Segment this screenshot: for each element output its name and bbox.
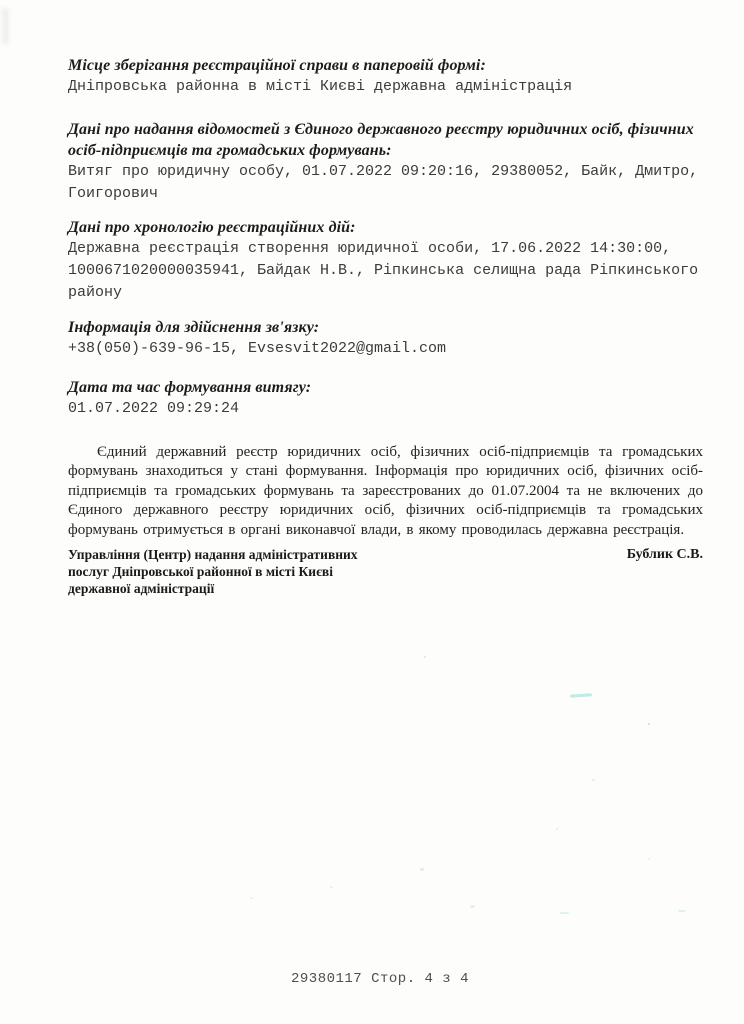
field-heading-contact-info: Інформація для здійснення зв'язку: [68,319,320,336]
scan-speckle [648,858,650,860]
field-value-extract-datetime: 01.07.2022 09:29:24 [68,400,240,417]
scan-speckle [420,868,424,871]
field-extract-datetime [68,377,723,420]
field-heading-extract-datetime: Дата та час формування витягу: [68,379,312,396]
scan-speckle [556,828,558,830]
field-value-registration-chronology: Державна реєстрація створення юридичної особи, 17.06.2022 14:30:00, 1000671020000035941, Байдак Н.В., Ріпкинська селищна рада Ріпкинського району [68,240,699,301]
field-registration-chronology [68,217,723,304]
scan-speckle [592,779,595,781]
scan-speckle [250,897,253,899]
issuing-authority-name: Управління (Центр) надання адміністративних послуг Дніпровської районної в місті Києві державної адміністрації [68,547,358,597]
field-value-contact-info: +38(050)-639-96-15, Evsesvit2022@gmail.com [68,340,447,357]
signer-name: Бублик С.В. [626,547,703,563]
field-registry-extract-info [68,119,723,205]
scan-smudge [2,8,9,44]
field-heading-registry-extract-info: Дані про надання відомостей з Єдиного державного реєстру юридичних осіб, фізичних осіб-підприємців та громадських формувань: [68,121,694,159]
scan-speckle [648,723,650,725]
field-heading-registration-chronology: Дані про хронологію реєстраційних дій: [68,219,356,236]
field-value-storage-place: Дніпровська районна в місті Києві державна адміністрація [68,78,573,95]
signature-block [68,546,703,597]
field-storage-place [68,55,723,98]
field-heading-storage-place: Місце зберігання реєстраційної справи в паперовій формі: [68,57,486,74]
scan-speckle [470,905,475,908]
scan-speckle [560,912,569,914]
registry-formation-notice: Єдиний державний реєстр юридичних осіб, фізичних осіб-підприємців та громадських формувань знаходиться у стані формування. Інформація про юридичних осіб, фізичних осіб-підприємців та громадських формувань та зареєстрованих до 01.07.2004 та не включених до Єдиного державного реєстру юридичних осіб, фізичних осіб-підприємців та громадських формувань отримується в органі виконавчої влади, в якому проводилась державна реєстрація. [68,444,703,538]
scan-speckle [678,910,686,912]
scan-speckle [330,886,333,888]
scan-speckle [570,693,592,698]
field-contact-info [68,317,723,360]
document-content [68,55,723,597]
scan-speckle [424,656,426,658]
field-value-registry-extract-info: Витяг про юридичну особу, 01.07.2022 09:20:16, 29380052, Байк, Дмитро, Гоигорович [68,163,699,202]
page-footer: 29380117 Стор. 4 з 4 [290,971,470,987]
